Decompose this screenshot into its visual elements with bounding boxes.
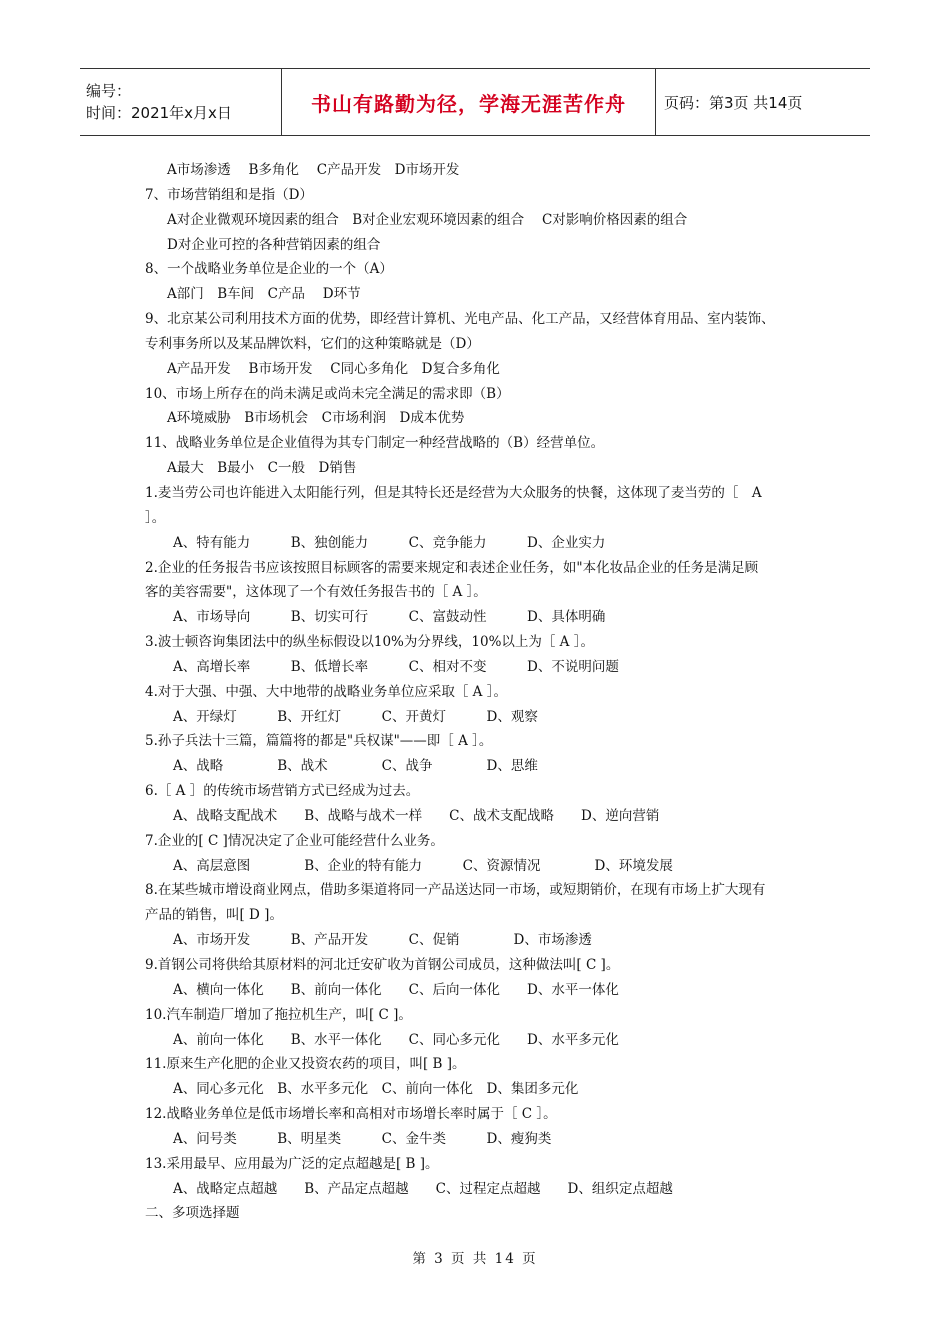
option-line: A、市场开发 B、产品开发 C、促销 D、市场渗透 <box>173 932 592 949</box>
question-line: 11、战略业务单位是企业值得为其专门制定一种经营战略的（B）经营单位。 <box>145 435 605 452</box>
question-line: 12.战略业务单位是低市场增长率和高相对市场增长率时属于［ C ］。 <box>145 1106 557 1123</box>
option-line: A产品开发 B市场开发 C同心多角化 D复合多角化 <box>167 360 500 377</box>
question-line: 产品的销售，叫[ D ]。 <box>145 907 283 924</box>
doc-time-label: 时间：2021年x月x日 <box>86 104 232 122</box>
page-header <box>80 68 870 136</box>
question-line: 11.原来生产化肥的企业又投资农药的项目，叫[ B ]。 <box>145 1056 466 1073</box>
option-line: A、同心多元化 B、水平多元化 C、前向一体化 D、集团多元化 <box>173 1081 579 1098</box>
question-line: 3.波士顿咨询集团法中的纵坐标假设以10%为分界线，10%以上为［ A ］。 <box>145 634 594 651</box>
doc-code-label: 编号： <box>86 82 132 100</box>
header-meta <box>80 69 282 135</box>
option-line: D对企业可控的各种营销因素的组合 <box>167 236 381 253</box>
option-line: A、问号类 B、明星类 C、金牛类 D、瘦狗类 <box>173 1130 552 1147</box>
question-line: 6.［ A ］的传统市场营销方式已经成为过去。 <box>145 783 420 800</box>
header-motto-cell <box>282 69 656 135</box>
option-line: A、横向一体化 B、前向一体化 C、后向一体化 D、水平一体化 <box>173 981 619 998</box>
question-line: 9.首钢公司将供给其原材料的河北迁安矿收为首钢公司成员，这种做法叫[ C ]。 <box>145 957 620 973</box>
option-line: A、高层意图 B、企业的特有能力 C、资源情况 D、环境发展 <box>173 857 673 874</box>
question-line: 2.企业的任务报告书应该按照目标顾客的需要来规定和表述企业任务，如"本化妆品企业的任务是满足顾 <box>145 559 759 576</box>
question-line: 5.孙子兵法十三篇，篇篇将的都是"兵权谋"——即［ A ］。 <box>145 733 493 750</box>
option-line: A、战略定点超越 B、产品定点超越 C、过程定点超越 D、组织定点超越 <box>173 1180 673 1197</box>
question-line: ］。 <box>145 509 166 526</box>
header-motto: 书山有路勤为径，学海无涯苦作舟 <box>311 91 626 116</box>
option-line: A市场渗透 B多角化 C产品开发 D市场开发 <box>167 162 460 178</box>
option-line: A对企业微观环境因素的组合 B对企业宏观环境因素的组合 C对影响价格因素的组合 <box>167 211 688 228</box>
question-line: 专利事务所以及某品牌饮料，它们的这种策略就是（D） <box>145 335 480 352</box>
question-line: 8、一个战略业务单位是企业的一个（A） <box>145 261 393 278</box>
option-line: A、市场导向 B、切实可行 C、富鼓动性 D、具体明确 <box>173 609 606 626</box>
option-line: A、前向一体化 B、水平一体化 C、同心多元化 D、水平多元化 <box>173 1031 619 1048</box>
option-line: A环境威胁 B市场机会 C市场利润 D成本优势 <box>167 410 465 427</box>
question-line: 4.对于大强、中强、大中地带的战略业务单位应采取［ A ］。 <box>145 683 507 700</box>
option-line: A、战略支配战术 B、战略与战术一样 C、战术支配战略 D、逆向营销 <box>173 807 660 824</box>
question-line: 二、多项选择题 <box>145 1205 240 1222</box>
question-line: 7.企业的[ C ]情况决定了企业可能经营什么业务。 <box>145 832 444 849</box>
header-page-info: 页码：第3页 共14页 <box>664 93 803 112</box>
question-line: 1.麦当劳公司也许能进入太阳能行列，但是其特长还是经营为大众服务的快餐，这体现了麦当劳的［ A <box>145 484 762 501</box>
question-line: 10、市场上所存在的尚未满足或尚未完全满足的需求即（B） <box>145 385 510 402</box>
question-line: 10.汽车制造厂增加了拖拉机生产，叫[ C ]。 <box>145 1006 412 1023</box>
option-line: A、战略 B、战术 C、战争 D、思维 <box>173 758 538 775</box>
header-page-cell <box>656 69 870 135</box>
option-line: A部门 B车间 C产品 D环节 <box>167 286 361 303</box>
option-line: A、高增长率 B、低增长率 C、相对不变 D、不说明问题 <box>173 658 619 675</box>
question-line: 13.采用最早、应用最为广泛的定点超越是[ B ]。 <box>145 1155 439 1172</box>
document-body <box>145 158 825 1226</box>
question-line: 7、市场营销组和是指（D） <box>145 186 313 203</box>
option-line: A、开绿灯 B、开红灯 C、开黄灯 D、观察 <box>173 708 538 725</box>
question-line: 9、北京某公司利用技术方面的优势，即经营计算机、光电产品、化工产品，又经营体育用品、室内装饰、 <box>145 311 775 328</box>
page-footer: 第 3 页 共 14 页 <box>412 1251 538 1267</box>
option-line: A最大 B最小 C一般 D销售 <box>167 460 357 477</box>
question-line: 客的美容需要"，这体现了一个有效任务报告书的［ A ］。 <box>145 584 487 601</box>
question-line: 8.在某些城市增设商业网点，借助多渠道将同一产品送达同一市场，或短期销价，在现有市场上扩大现有 <box>145 882 766 899</box>
option-line: A、特有能力 B、独创能力 C、竞争能力 D、企业实力 <box>173 534 606 551</box>
